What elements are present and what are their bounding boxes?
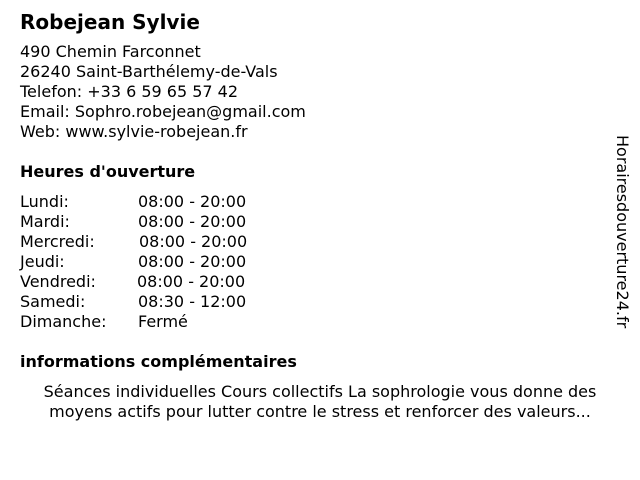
contact-block xyxy=(20,42,620,142)
description-line: Séances individuelles Cours collectifs La sophrologie vous donne des xyxy=(43,382,597,401)
hours-time: 08:30 - 12:00 xyxy=(138,292,247,311)
email-line: Email: Sophro.robejean@gmail.com xyxy=(20,102,306,121)
hours-day: Mercredi: xyxy=(20,232,95,251)
business-card xyxy=(20,10,620,422)
hours-time: 08:00 - 20:00 xyxy=(137,272,246,291)
hours-time: 08:00 - 20:00 xyxy=(138,252,247,271)
description-line: moyens actifs pour lutter contre le stress et renforcer des valeurs... xyxy=(49,402,591,421)
hours-time: 08:00 - 20:00 xyxy=(138,192,247,211)
web-line: Web: www.sylvie-robejean.fr xyxy=(20,122,248,141)
address-street: 490 Chemin Farconnet xyxy=(20,42,201,61)
hours-day: Samedi: xyxy=(20,292,86,311)
hours-day: Jeudi: xyxy=(20,252,65,271)
hours-day: Dimanche: xyxy=(20,312,107,331)
hours-day: Mardi: xyxy=(20,212,70,231)
hours-row-thursday xyxy=(20,252,620,272)
hours-row-sunday xyxy=(20,312,620,332)
description xyxy=(20,382,620,422)
site-watermark: Horairesdouverture24.fr xyxy=(613,135,632,329)
hours-time: Fermé xyxy=(138,312,188,331)
hours-time: 08:00 - 20:00 xyxy=(139,232,248,251)
hours-day: Lundi: xyxy=(20,192,69,211)
hours-row-saturday xyxy=(20,292,620,312)
address-city: 26240 Saint-Barthélemy-de-Vals xyxy=(20,62,278,81)
hours-row-monday xyxy=(20,192,620,212)
additional-info-heading: informations complémentaires xyxy=(20,352,297,371)
opening-hours-table xyxy=(20,192,620,332)
business-name: Robejean Sylvie xyxy=(20,10,200,34)
hours-time: 08:00 - 20:00 xyxy=(138,212,247,231)
hours-day: Vendredi: xyxy=(20,272,96,291)
hours-row-wednesday xyxy=(20,232,620,252)
phone-line: Telefon: +33 6 59 65 57 42 xyxy=(20,82,239,101)
hours-row-tuesday xyxy=(20,212,620,232)
opening-hours-heading: Heures d'ouverture xyxy=(20,162,196,181)
hours-row-friday xyxy=(20,272,620,292)
